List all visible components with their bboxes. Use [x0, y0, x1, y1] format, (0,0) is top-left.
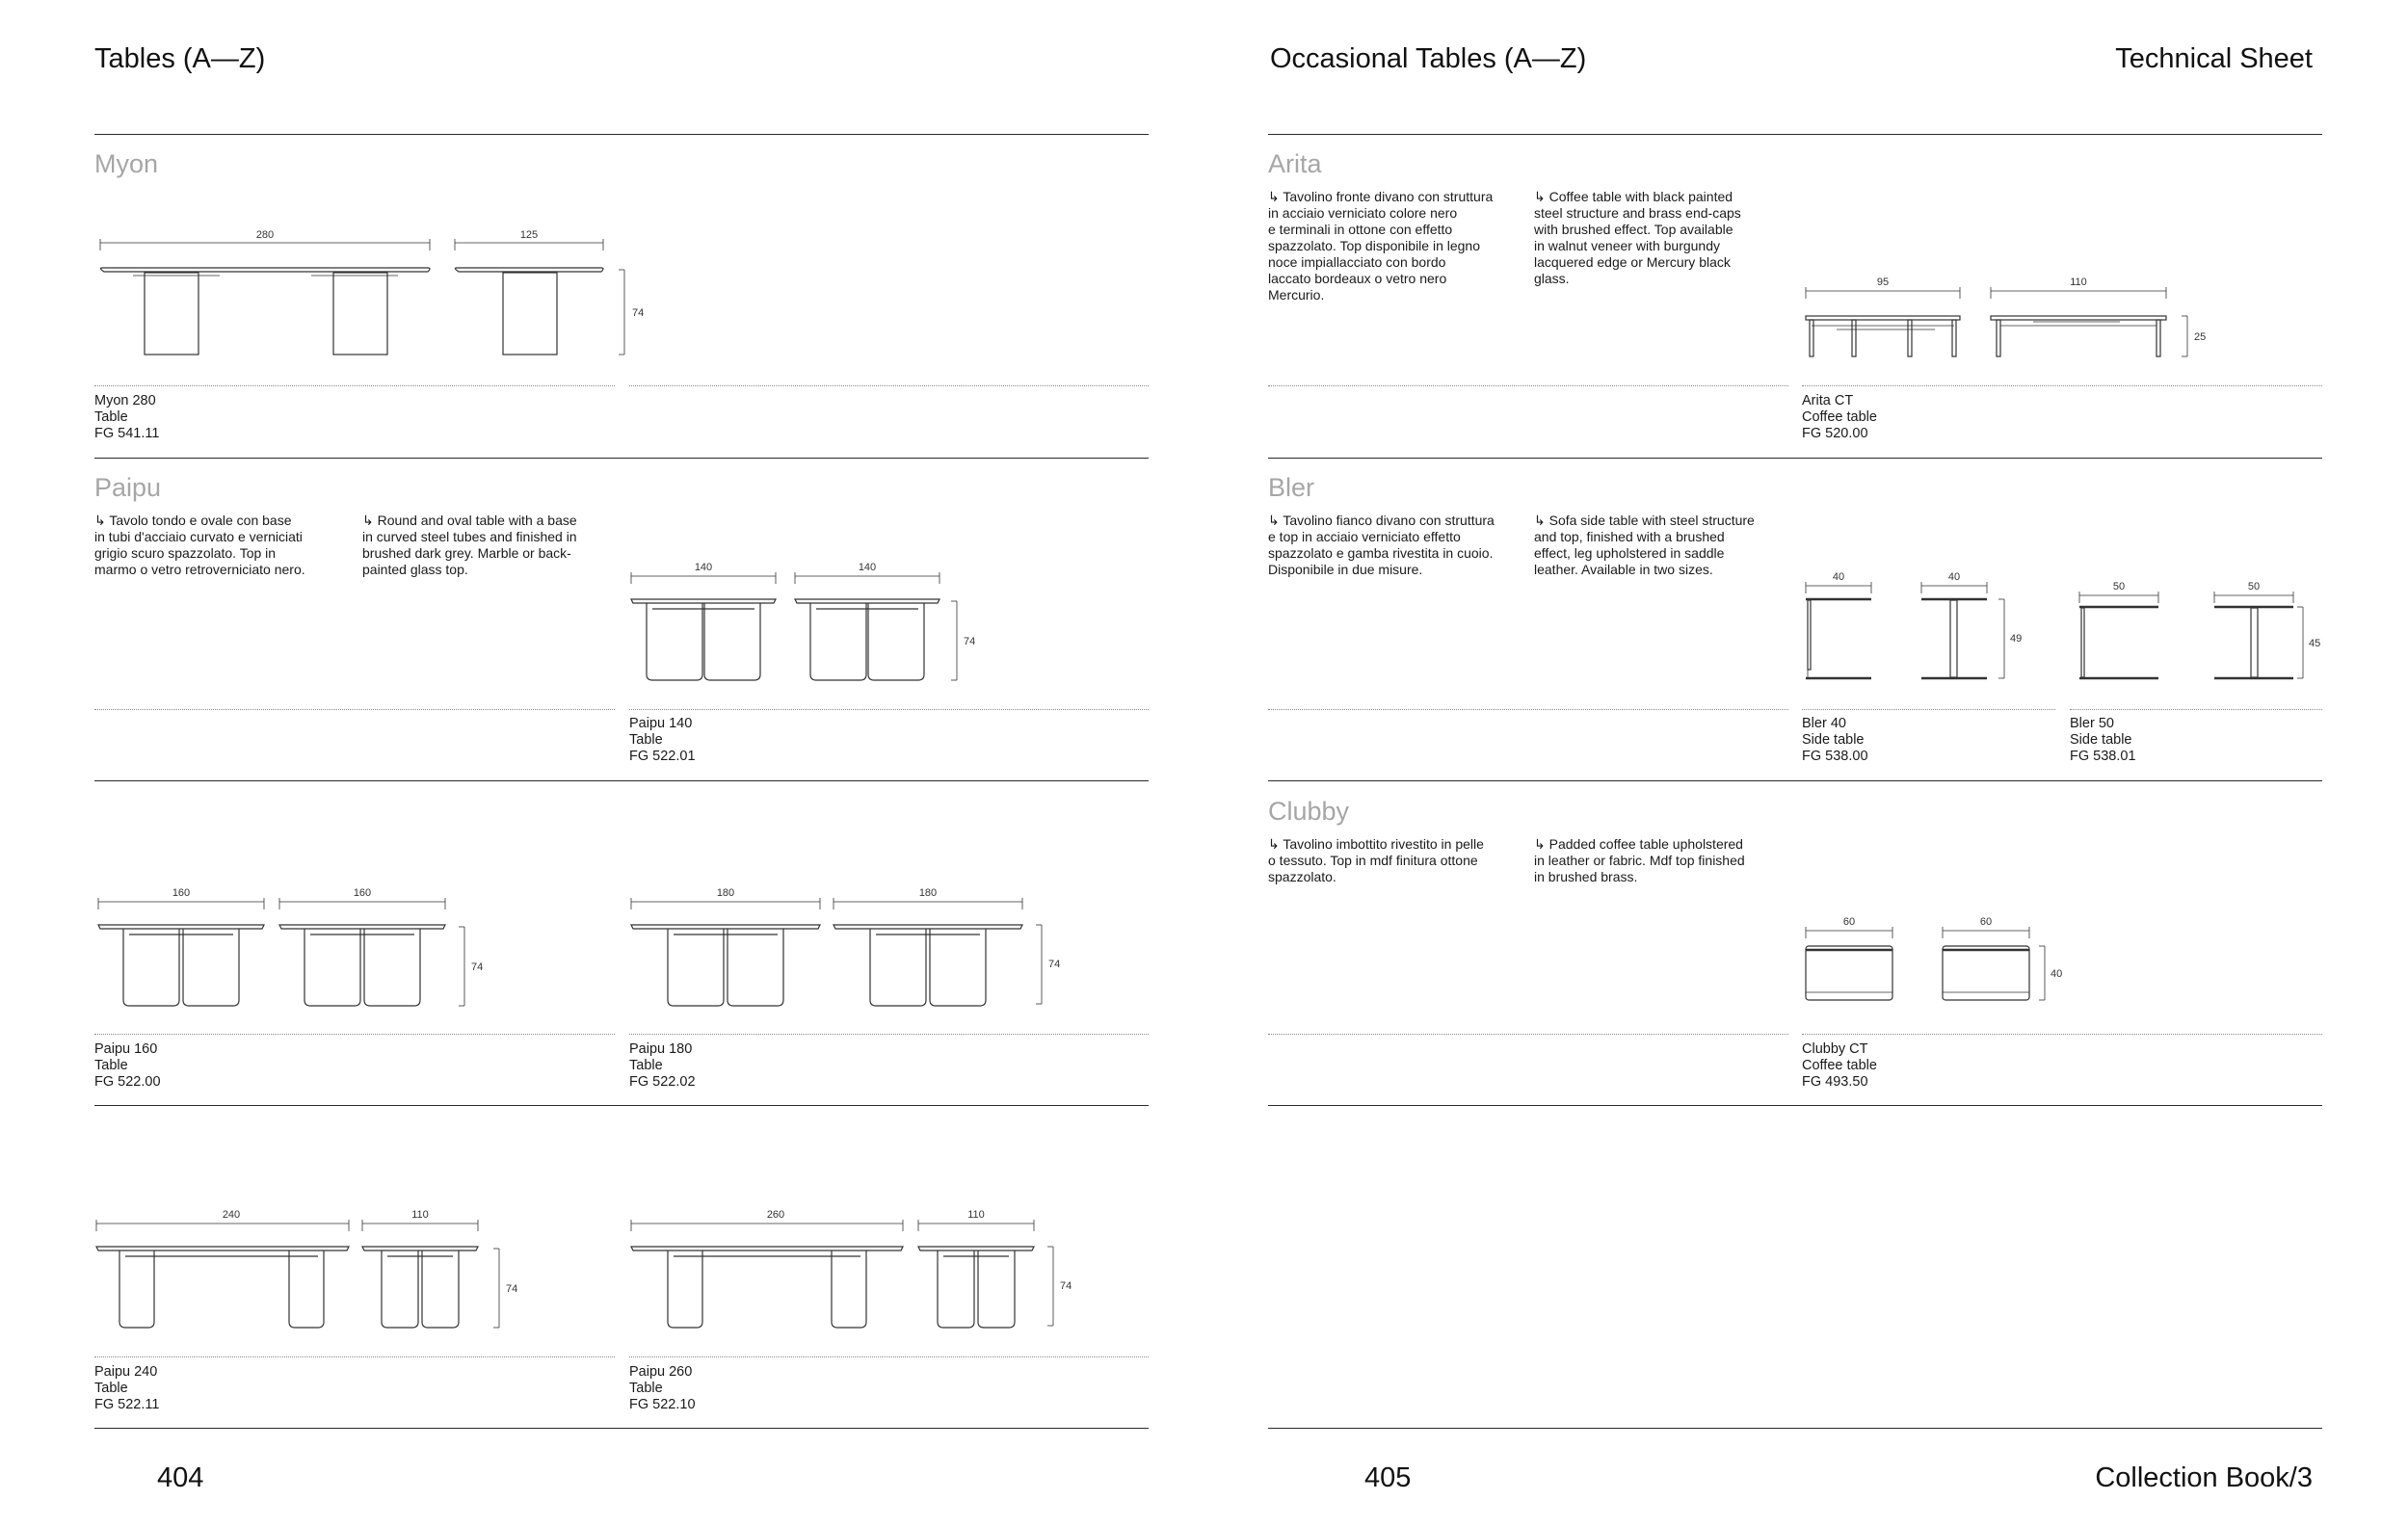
caption-paipu-180: Paipu 180 Table FG 522.02	[629, 1041, 696, 1090]
section-title-clubby: Clubby	[1268, 797, 1350, 826]
dotted-divider	[629, 1356, 1149, 1357]
dim-label: 74	[632, 307, 645, 319]
myon-drawing	[94, 222, 673, 366]
description-english: ↳ Padded coffee table upholstered in leather or fabric. Mdf top finished in brushed brass.	[1534, 836, 1745, 884]
dim-label: 25	[2194, 331, 2207, 343]
dim-label: 140	[858, 562, 877, 573]
dotted-divider	[94, 709, 615, 710]
section-title-paipu: Paipu	[94, 473, 162, 502]
caption-bler-50: Bler 50 Side table FG 538.01	[2070, 716, 2136, 764]
dotted-divider	[629, 385, 1149, 386]
dim-label: 180	[918, 887, 938, 899]
dim-label: 110	[411, 1209, 429, 1221]
dotted-divider	[1268, 1034, 1788, 1035]
caption-paipu-240: Paipu 240 Table FG 522.11	[94, 1364, 160, 1412]
dotted-divider	[1802, 385, 2322, 386]
description-italian: ↳ Tavolino fronte divano con struttura in acciaio verniciato colore nero e terminali in ottone con effetto spazzolato. Top disponibile in legno noce impiallacciato con bordo laccato bordeaux o vetro nero Mercurio.	[1268, 189, 1494, 303]
dim-label: 60	[1842, 916, 1856, 928]
dim-label: 40	[2051, 968, 2063, 980]
collection-book-label: Collection Book/3	[2095, 1462, 2313, 1493]
caption-paipu-260: Paipu 260 Table FG 522.10	[629, 1364, 696, 1412]
dim-label: 74	[1048, 959, 1061, 970]
dim-label: 110	[967, 1209, 985, 1221]
section-rule	[94, 134, 1149, 135]
dotted-divider	[94, 1356, 615, 1357]
bler-40-drawing	[1802, 568, 2033, 694]
dim-label: 260	[766, 1209, 785, 1221]
dim-label: 95	[1876, 276, 1890, 288]
caption-bler-40: Bler 40 Side table FG 538.00	[1802, 716, 1868, 764]
section-rule	[1268, 1105, 2322, 1106]
paipu-240-drawing	[94, 1206, 557, 1331]
dim-label: 125	[519, 229, 539, 241]
section-rule	[94, 458, 1149, 459]
description-italian: ↳ Tavolino imbottito rivestito in pelle o tessuto. Top in mdf finitura ottone spazzolato.	[1268, 836, 1484, 884]
caption-clubby-ct: Clubby CT Coffee table FG 493.50	[1802, 1041, 1877, 1090]
dim-label: 110	[2070, 276, 2087, 288]
dim-label: 240	[222, 1209, 241, 1221]
dim-label: 74	[471, 961, 484, 973]
dotted-divider	[2070, 709, 2322, 710]
dim-label: 50	[2112, 581, 2126, 592]
dotted-divider	[1268, 385, 1788, 386]
dim-label: 280	[255, 229, 275, 241]
paipu-160-drawing	[94, 884, 518, 1010]
arita-drawing	[1802, 272, 2226, 368]
paipu-260-drawing	[629, 1206, 1092, 1331]
caption-paipu-160: Paipu 160 Table FG 522.00	[94, 1041, 161, 1090]
dim-label: 49	[2010, 633, 2023, 645]
dim-label: 40	[1832, 571, 1845, 583]
caption-arita-ct: Arita CT Coffee table FG 520.00	[1802, 393, 1877, 441]
page-number-right: 405	[1364, 1462, 1412, 1493]
bler-50-drawing	[2070, 578, 2330, 694]
paipu-180-drawing	[629, 884, 1072, 1010]
section-rule	[94, 1428, 1149, 1429]
dim-label: 40	[1947, 571, 1961, 583]
section-title-bler: Bler	[1268, 473, 1315, 502]
section-rule	[1268, 134, 2322, 135]
dotted-divider	[1802, 709, 2055, 710]
left-page-header: Tables (A—Z)	[94, 43, 266, 74]
dim-label: 74	[964, 636, 976, 647]
paipu-140-drawing	[629, 559, 995, 684]
dim-label: 180	[716, 887, 735, 899]
dim-label: 140	[694, 562, 713, 573]
section-rule	[1268, 780, 2322, 781]
technical-sheet-label: Technical Sheet	[2115, 43, 2313, 74]
page-number-left: 404	[157, 1462, 204, 1493]
dotted-divider	[629, 709, 1149, 710]
dim-label: 74	[506, 1283, 518, 1295]
section-title-myon: Myon	[94, 149, 159, 178]
dim-label: 60	[1979, 916, 1993, 928]
dim-label: 74	[1060, 1280, 1072, 1292]
dim-label: 160	[353, 887, 372, 899]
description-english: ↳ Round and oval table with a base in curved steel tubes and finished in brushed dark grey. Marble or back- painted glass top.	[362, 513, 577, 577]
section-rule	[1268, 458, 2322, 459]
dim-label: 160	[172, 887, 191, 899]
dotted-divider	[629, 1034, 1149, 1035]
caption-paipu-140: Paipu 140 Table FG 522.01	[629, 716, 696, 764]
dotted-divider	[94, 385, 615, 386]
description-english: ↳ Coffee table with black painted steel structure and brass end-caps with brushed effect. Top available in walnut veneer with burgundy lacquered edge or Mercury black glass.	[1534, 189, 1741, 286]
description-english: ↳ Sofa side table with steel structure and top, finished with a brushed effect, leg upholstered in saddle leather. Available in two sizes.	[1534, 513, 1755, 577]
dim-label: 45	[2309, 638, 2321, 649]
caption-myon-280: Myon 280 Table FG 541.11	[94, 393, 160, 441]
clubby-drawing	[1802, 908, 2072, 1014]
section-rule	[94, 1105, 1149, 1106]
section-rule	[94, 780, 1149, 781]
dotted-divider	[94, 1034, 615, 1035]
description-italian: ↳ Tavolino fianco divano con struttura e top in acciaio verniciato effetto spazzolato e gamba rivestita in cuoio. Disponibile in due misure.	[1268, 513, 1495, 577]
dotted-divider	[1268, 709, 1788, 710]
dotted-divider	[1802, 1034, 2322, 1035]
section-rule	[1268, 1428, 2322, 1429]
description-italian: ↳ Tavolo tondo e ovale con base in tubi d'acciaio curvato e verniciati grigio scuro spazzolato. Top in marmo o vetro retroverniciato nero.	[94, 513, 305, 577]
dim-label: 50	[2247, 581, 2261, 592]
right-page-header: Occasional Tables (A—Z)	[1270, 43, 1587, 74]
section-title-arita: Arita	[1268, 149, 1322, 178]
